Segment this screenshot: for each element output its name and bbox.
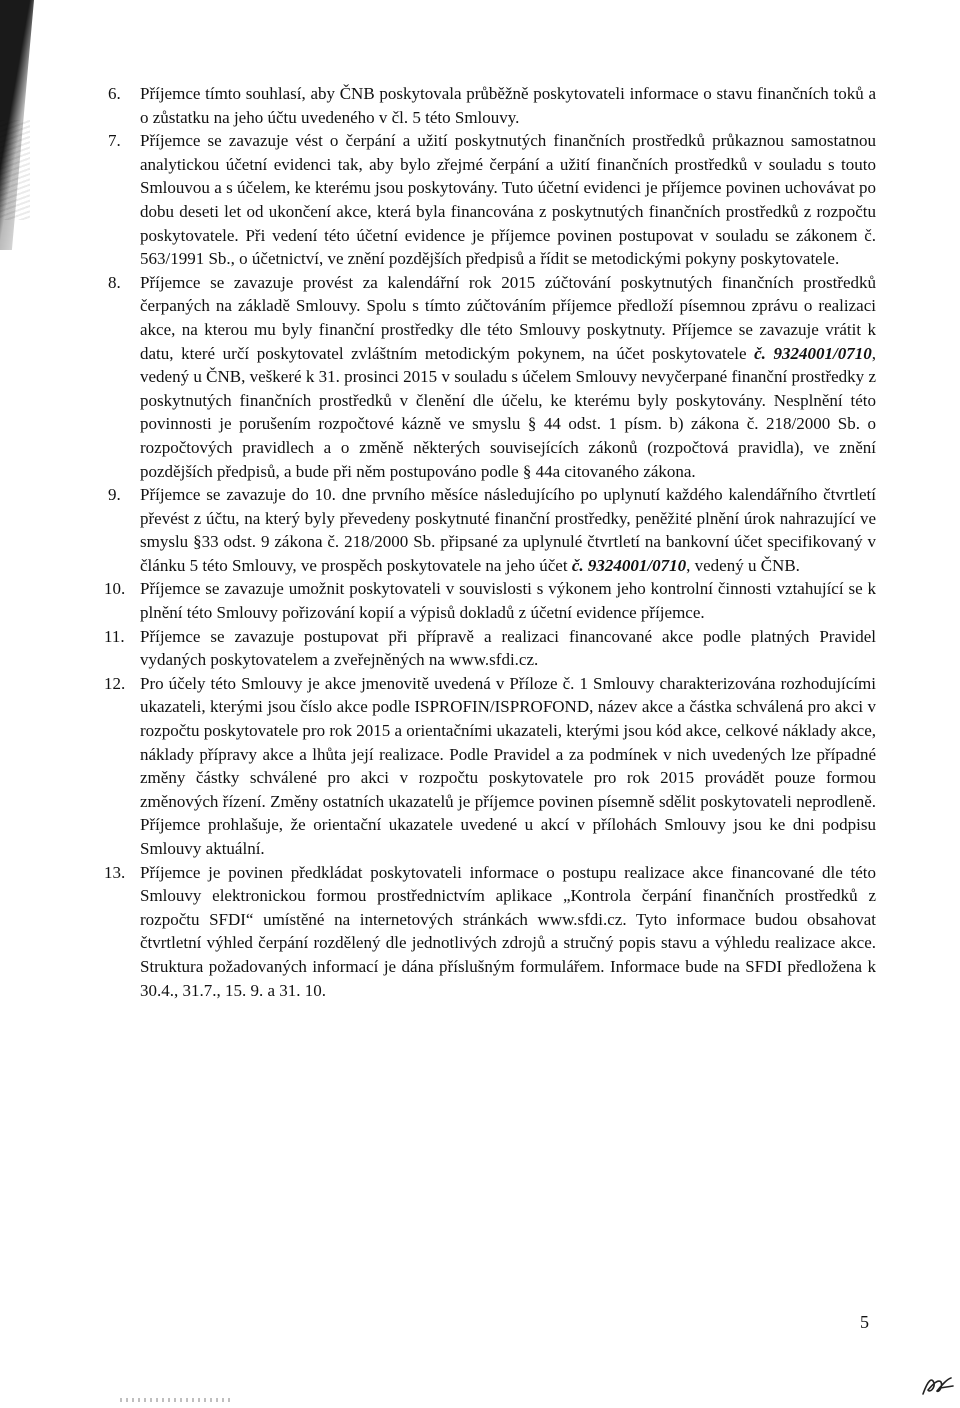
clause-text: Příjemce se zavazuje umožnit poskytovateli v souvislosti s výkonem jeho kontrolní činnosti vztahující se k plnění této Smlouvy pořizování kopií a výpisů dokladů z účetní evidence příjemce. — [140, 579, 876, 623]
clause-text: Příjemce je povinen předkládat poskytovateli informace o postupu realizace akce financované dle této Smlouvy elektronickou formou prostřednictvím aplikace „Kontrola čerpání finančních prostředků z rozpočtu SFDI“ umístěné na internetových stránkách www.sfdi.cz. Tyto informace budou obsahovat čtvrtletní výhled čerpání rozdělený dle jednotlivých zdrojů a stručný popis stavu a výhledu realizace akce. Struktura požadovaných informací je dána příslušným formulářem. Informace bude na SFDI předložena k 30.4., 31.7., 15. 9. a 31. 10. — [140, 862, 876, 1000]
clause-number: 7. — [108, 131, 121, 151]
clause-8 — [108, 271, 876, 483]
clause-9 — [108, 483, 876, 577]
clause-text: Příjemce se zavazuje provést za kalendářní rok 2015 zúčtování poskytnutých finančních prostředků čerpaných na základě Smlouvy. Spolu s tímto zúčtováním příjemce předloží písemnou zprávu o realizaci akce, na kterou mu byly finanční prostředky dle této Smlouvy poskytnuty. Příjemce se zavazuje vrátit k datu, které určí poskytovatel zvláštním metodickým pokynem, na účet poskytovatele — [140, 272, 876, 363]
clause-number: 11. — [104, 626, 125, 646]
clause-number: 9. — [108, 485, 121, 505]
clause-13 — [104, 861, 876, 1003]
clause-number: 6. — [108, 84, 121, 103]
clause-12 — [104, 672, 876, 861]
clause-number: 10. — [104, 579, 126, 599]
scan-edge-noise — [0, 120, 30, 220]
clause-6 — [108, 82, 876, 129]
account-number: č. 9324001/0710 — [571, 555, 687, 575]
clause-7 — [108, 129, 876, 271]
clause-text: Pro účely této Smlouvy je akce jmenovitě uvedená v Příloze č. 1 Smlouvy charakterizována rozhodujícími ukazateli, kterými jsou číslo akce podle ISPROFIN/ISPROFOND, název akce a částka schválená pro akci v rozpočtu poskytovatele pro rok 2015 a orientačními ukazateli, kterými jsou kód akce, celkové náklady akce, náklady přípravy akce a lhůta její realizace. Podle Pravidel a za podmínek v nich uvedených lze případné změny částky schválené pro akci v rozpočtu poskytovatele pro rok 2015 provádět pouze formou změnových řízení. Změny ostatních ukazatelů je příjemce povinen písemně sdělit poskytovateli neprodleně. Příjemce prohlašuje, že orientační ukazatele uvedené u akcí v přílohách Smlouvy jsou ke dni podpisu Smlouvy aktuální. — [140, 673, 876, 858]
clause-number: 8. — [108, 272, 121, 292]
clause-text-continued: , vedený u ČNB, veškeré k 31. prosinci 2015 v souladu s účelem Smlouvy nevyčerpané finanční prostředky z poskytnutých finančních prostředků v členění dle účelu, ke kterému byly poskytovány. Nesplnění této povinnosti je porušením rozpočtové kázně ve smyslu § 44 odst. 1 písm. b) zákona č. 218/2000 Sb. o rozpočtových pravidlech a o změně některých souvisejících zákonů (rozpočtová pravidla), ve znění pozdějších předpisů, a bude při něm postupováno podle § 44a citovaného zákona. — [140, 343, 876, 481]
document-body — [104, 82, 876, 1002]
clause-text: Příjemce tímto souhlasí, aby ČNB poskytovala průběžně poskytovateli informace o stavu finančních toků a o zůstatku na jeho účtu uvedeného v čl. 5 této Smlouvy. — [140, 84, 876, 127]
handwritten-initials-icon — [920, 1374, 956, 1398]
clause-number: 12. — [104, 673, 126, 693]
clause-text: Příjemce se zavazuje vést o čerpání a užití poskytnutých finančních prostředků průkaznou samostatnou analytickou účetní evidenci tak, aby bylo zřejmé čerpání a užití finančních prostředků v souladu s touto Smlouvou a s účelem, ke kterému jsou poskytovány. Tuto účetní evidenci je příjemce povinen uchovávat po dobu deseti let od ukončení akce, která byla financována z poskytnutých finančních prostředků z rozpočtu poskytovatele. Při vedení této účetní evidence je příjemce povinen postupovat v souladu se zákonem č. 563/1991 Sb., o účetnictví, ve znění pozdějších předpisů a řídit se metodickými pokyny poskytovatele. — [140, 131, 876, 269]
page-number: 5 — [860, 1312, 869, 1332]
clause-10 — [104, 577, 876, 624]
scan-bottom-noise — [120, 1398, 230, 1402]
clause-11 — [104, 625, 876, 672]
clause-text: Příjemce se zavazuje postupovat při přípravě a realizaci financované akce podle platných Pravidel vydaných poskytovatelem a zveřejněných na www.sfdi.cz. — [140, 626, 876, 670]
clause-number: 13. — [104, 862, 126, 882]
clause-text-continued: , vedený u ČNB. — [686, 555, 800, 575]
account-number: č. 9324001/0710 — [754, 343, 872, 363]
clause-text: Příjemce se zavazuje do 10. dne prvního měsíce následujícího po uplynutí každého kalendářního čtvrtletí převést z účtu, na který byly převedeny poskytnuté finanční prostředky, peněžité plnění úrok nahrazující ve smyslu §33 odst. 9 zákona č. 218/2000 Sb. připsané za uplynulé čtvrtletí na bankovní účet specifikovaný v článku 5 této Smlouvy, ve prospěch poskytovatele na jeho účet — [140, 485, 876, 575]
